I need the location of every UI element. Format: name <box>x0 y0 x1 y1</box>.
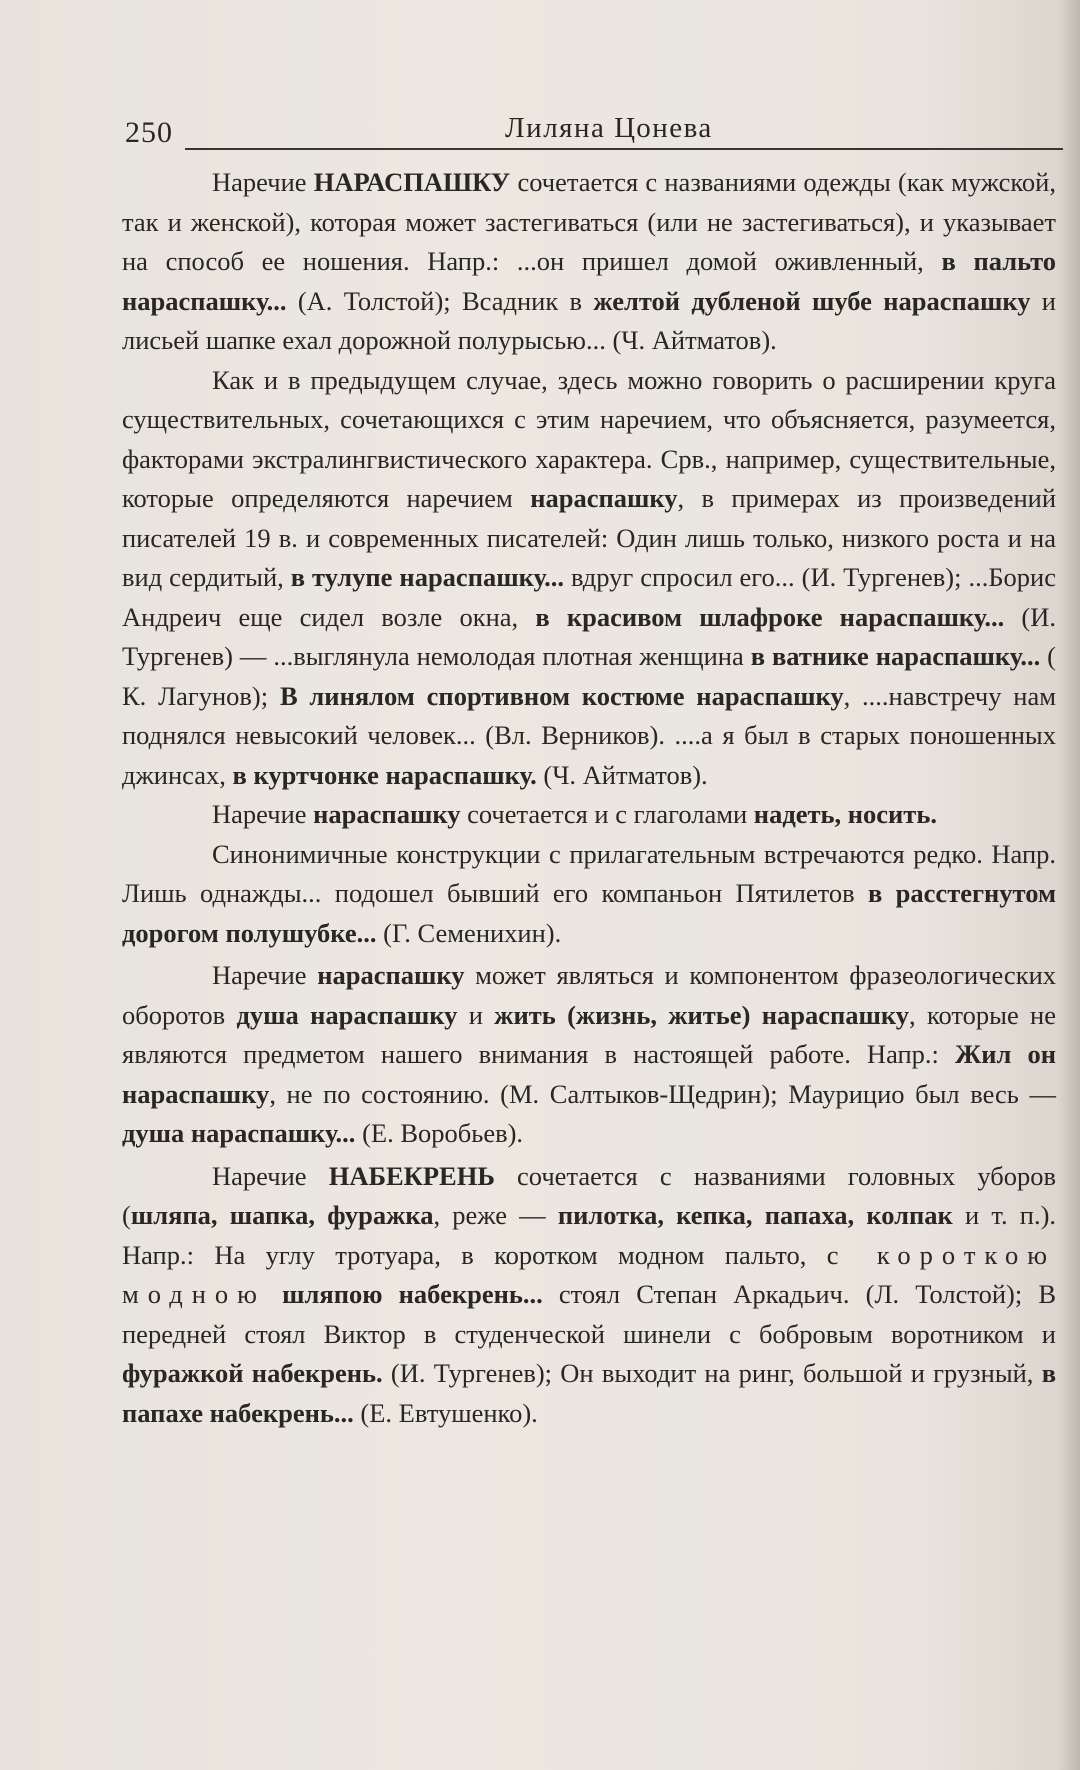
bold-example: Жил он нараспашку <box>122 1039 1057 1109</box>
text-run: (Е. Евтушенко). <box>353 1397 538 1428</box>
bold-example: НАБЕКРЕНЬ <box>328 1160 495 1191</box>
bold-example: шляпа, шапка, фуражка <box>130 1200 434 1230</box>
text-run: сочетается с названиями одежды (как мужской, так и женской), которая может застегиваться (или не застегиваться), и указывает на способ ее ношения. Напр.: ...он пришел домой оживленный, <box>122 167 1056 276</box>
text-run: , реже — <box>433 1200 558 1230</box>
bold-example: душа нараспашку <box>236 999 458 1030</box>
bold-example: в пальто нараспашку... <box>122 246 1056 316</box>
text-run: Наречие <box>212 799 314 829</box>
text-run: , ....навстречу нам поднялся невысокий человек... (Вл. Верников). ....а я был в старых поношенных джинсах, <box>122 680 1056 790</box>
text-run: (Г. Семенихин). <box>376 917 562 948</box>
text-run: вдруг спросил его... (И. Тургенев); ...Борис Андреич еще сидел возле окна, <box>122 562 1056 632</box>
text-run: Наречие <box>212 960 318 990</box>
bold-example: фуражкой набекрень. <box>122 1358 383 1388</box>
bold-example: шляпою набекрень... <box>282 1279 543 1309</box>
paragraph-nabekren <box>122 1157 1056 1434</box>
paragraph-naraspashku-intro <box>122 163 1056 361</box>
bold-example: В линялом спортивном костюме нараспашку <box>279 680 844 711</box>
bold-example: в папахе набекрень... <box>122 1358 1056 1428</box>
text-run: , в примерах из произведений писателей 19 в. и современных писателей: Один лишь только, низкого роста и на вид сердитый, <box>122 483 1056 592</box>
text-run: Наречие <box>212 167 314 197</box>
text-run: , не по состоянию. (М. Салтыков-Щедрин); Маурицио был весь — <box>269 1078 1056 1109</box>
bold-example: НАРАСПАШКУ <box>313 167 511 197</box>
text-run: сочетается и с глаголами <box>460 799 754 829</box>
text-run: Как и в предыдущем случае, здесь можно говорить о расширении круга существительных, сочетающихся с этим наречием, что объясняется, разумеется, факторами экстралингвистического характера. Срв., например, существительные, которые определяются наречием <box>122 364 1056 513</box>
bold-example: пилотка, кепка, папаха, колпак <box>557 1200 953 1230</box>
paragraph-noun-extension <box>122 361 1056 796</box>
text-run: , которые не являются предметом нашего внимания в настоящей работе. Напр.: <box>122 999 1056 1069</box>
bold-example: нараспашку <box>317 960 465 990</box>
bold-example: в ватнике нараспашку... <box>750 641 1041 671</box>
text-run: (А. Толстой); Всадник в <box>286 285 594 316</box>
text-run: и лисьей шапке ехал дорожной полурысью... (Ч. Айтматов). <box>122 285 1056 355</box>
page-edge-shadow <box>1058 0 1080 1770</box>
paragraph-synonyms <box>122 835 1056 954</box>
text-run: (Е. Воробьев). <box>355 1118 524 1148</box>
text-run: может являться и компонентом фразеологических оборотов <box>122 960 1056 1030</box>
bold-example: в расстегнутом дорогом полушубке... <box>122 878 1056 948</box>
bold-example: в тулупе нараспашку... <box>290 562 564 592</box>
running-title: Лиляна Цонева <box>505 112 713 144</box>
text-run <box>266 1279 282 1309</box>
bold-example: в красивом шлафроке нараспашку... <box>535 601 1005 632</box>
paragraph-verbs <box>122 795 1056 835</box>
text-run: Синонимичные конструкции с прилагательным встречаются редко. Напр. Лишь однажды... подошел бывший его компаньон Пятилетов <box>122 838 1056 908</box>
body-text <box>122 163 1056 1433</box>
page-number: 250 <box>125 116 173 149</box>
text-run: (Ч. Айтматов). <box>536 759 708 790</box>
page-header <box>125 110 1063 150</box>
header-rule <box>185 148 1063 150</box>
bold-example: нараспашку <box>530 483 678 513</box>
bold-example: желтой дубленой шубе нараспашку <box>593 285 1031 316</box>
text-run: и <box>457 999 495 1030</box>
paragraph-phraseology <box>122 956 1056 1154</box>
text-run: сочетается с названиями головных уборов ( <box>122 1160 1056 1230</box>
text-run: Наречие <box>212 1160 329 1191</box>
bold-example: надеть, носить. <box>753 799 937 829</box>
text-run: ( К. Лагунов); <box>122 641 1057 711</box>
spaced-text: с короткою модною <box>122 1239 1056 1309</box>
text-run: стоял Степан Аркадьич. (Л. Толстой); В передней стоял Виктор в студенческой шинели с бобровым воротником и <box>122 1279 1057 1349</box>
bold-example: душа нараспашку... <box>122 1118 356 1148</box>
text-run: и т. п.). Напр.: На углу тротуара, в коротком модном пальто, <box>122 1200 1057 1270</box>
bold-example: жить (жизнь, житье) нараспашку <box>494 999 910 1030</box>
text-run: (И. Тургенев); Он выходит на ринг, большой и грузный, <box>382 1358 1042 1388</box>
bold-example: нараспашку <box>313 799 461 829</box>
text-run: (И. Тургенев) — ...выглянула немолодая плотная женщина <box>122 601 1056 671</box>
bold-example: в куртчонке нараспашку. <box>232 759 537 790</box>
